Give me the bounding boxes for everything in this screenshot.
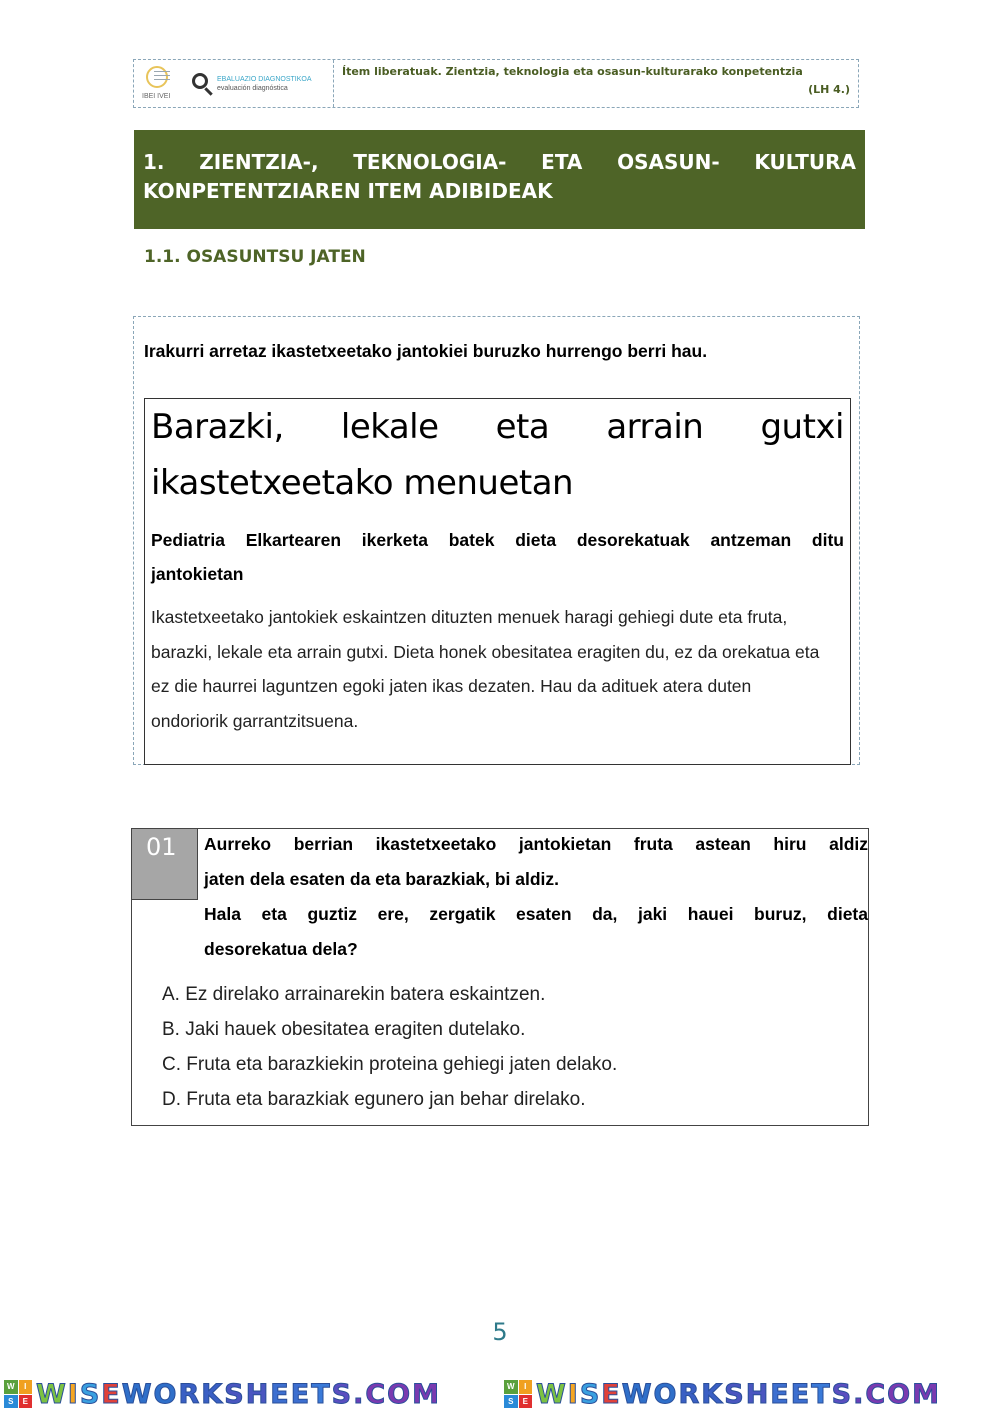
header-logos (134, 60, 334, 107)
ibei-logo-caption: IBEI IVEI (142, 92, 171, 100)
badge-letter: W (504, 1380, 518, 1394)
watermark-letter: C (865, 1378, 888, 1410)
watermark-letter: . (353, 1378, 366, 1410)
question-number: 01 (132, 829, 198, 900)
badge-letter: I (519, 1380, 533, 1394)
header-title: Ítem liberatuak. Zientzia, teknologia eta osasun-kulturarako konpetentzia (342, 65, 803, 78)
watermark-letter: R (178, 1378, 202, 1410)
reading-instruction: Irakurri arretaz ikastetxeetako jantokiei buruzko hurrengo berri hau. (144, 341, 708, 361)
evaluation-logo-line1: EBALUAZIO DIAGNOSTIKOA (217, 75, 312, 83)
watermark-letter: W (36, 1378, 68, 1410)
watermark-letter: H (745, 1378, 771, 1410)
watermark-text (536, 1379, 941, 1410)
magnifier-handle-icon (204, 87, 212, 95)
watermark-letter: W (536, 1378, 568, 1410)
question-stem-line-2: jaten dela esaten da eta barazkiak, bi aldiz. (204, 869, 560, 889)
watermark-letter: S (724, 1378, 746, 1410)
badge-letter: E (19, 1395, 33, 1409)
watermark-letter: O (887, 1378, 913, 1410)
article-body: Ikastetxeetako jantokiek eskaintzen dituzten menuek haragi gehiegi dute eta fruta, barazki, lekale eta arrain gutxi. Dieta honek obesitatea eragiten du, ez da orekatua eta ez die haurrei laguntzen egoki jaten ikas dezaten. Hau da adituek atera duten ondoriorik garrantzitsuena. (151, 607, 820, 731)
question-stem-line-1: Aurreko berrian ikastetxeetako jantokietan fruta astean hiru aldiz (204, 834, 868, 854)
watermark-letter: O (653, 1378, 679, 1410)
article-title-line-2: ikastetxeetako menuetan (151, 463, 574, 503)
watermark-letter: E (770, 1378, 791, 1410)
news-article (144, 398, 851, 765)
article-subtitle-line-1: Pediatria Elkartearen ikerketa batek dieta desorekatuak antzeman ditu (151, 530, 844, 550)
question-box (131, 828, 869, 1126)
badge-letter: S (4, 1395, 18, 1409)
badge-letter: I (19, 1380, 33, 1394)
watermark-badge-icon (504, 1380, 532, 1408)
ibei-logo (142, 64, 176, 104)
question-text (204, 827, 868, 967)
ibei-logo-lines-icon (154, 71, 170, 83)
evaluation-logo-text (217, 75, 312, 93)
answer-options (162, 977, 617, 1117)
watermark-letter: M (412, 1378, 441, 1410)
watermark-letter: T (311, 1378, 332, 1410)
watermark-letter: S (79, 1378, 102, 1410)
watermark-letter: K (701, 1378, 725, 1410)
watermark-letter: E (101, 1378, 122, 1410)
answer-option-c[interactable]: C. Fruta eta barazkiekin proteina gehiegi jaten delako. (162, 1054, 618, 1075)
page-header (133, 59, 859, 108)
header-title-cell (334, 60, 858, 107)
answer-option-d[interactable]: D. Fruta eta barazkiak egunero jan behar direlako. (162, 1089, 586, 1110)
watermark-letter: E (290, 1378, 312, 1410)
badge-letter: S (504, 1395, 518, 1409)
watermark-letter: W (121, 1378, 154, 1410)
question-prompt-line-2: desorekatua dela? (204, 939, 358, 959)
banner-line-2: KONPETENTZIAREN ITEM ADIBIDEAK (143, 179, 553, 203)
badge-letter: W (4, 1380, 18, 1394)
watermark-letter: T (811, 1378, 832, 1410)
watermark-letter: S (331, 1378, 354, 1410)
header-level: (LH 4.) (808, 83, 850, 96)
watermark-letter: K (201, 1378, 225, 1410)
subsection-heading: 1.1. OSASUNTSU JATEN (144, 247, 366, 267)
article-title (151, 399, 844, 511)
watermark-letter: S (831, 1378, 854, 1410)
watermark-letter: E (270, 1378, 291, 1410)
watermark-letter: . (853, 1378, 866, 1410)
answer-option-a[interactable]: A. Ez direlako arrainarekin batera eskaintzen. (162, 984, 546, 1005)
watermark-2 (504, 1378, 941, 1410)
banner-line-1: 1. ZIENTZIA-, TEKNOLOGIA- ETA OSASUN- KULTURA (143, 150, 856, 174)
article-subtitle-line-2: jantokietan (151, 564, 244, 584)
watermark-letter: M (912, 1378, 941, 1410)
article-subtitle (151, 523, 844, 591)
reading-box (133, 316, 860, 765)
magnifier-icon (190, 71, 214, 97)
page-number: 5 (492, 1318, 508, 1346)
watermark-1 (4, 1378, 441, 1410)
evaluation-logo-line2: evaluación diagnóstica (217, 84, 288, 92)
watermark-letter: S (224, 1378, 246, 1410)
watermark-letter: I (567, 1378, 580, 1410)
watermark-letter: W (621, 1378, 654, 1410)
watermark-letter: R (678, 1378, 702, 1410)
watermark-letter: S (579, 1378, 602, 1410)
watermark-letter: E (790, 1378, 812, 1410)
watermark-letter: O (387, 1378, 413, 1410)
watermark-letter: I (67, 1378, 80, 1410)
article-title-line-1: Barazki, lekale eta arrain gutxi (151, 407, 844, 447)
evaluation-logo (190, 64, 333, 104)
watermark-text (36, 1379, 441, 1410)
watermark-badge-icon (4, 1380, 32, 1408)
watermark-letter: E (601, 1378, 622, 1410)
answer-option-b[interactable]: B. Jaki hauek obesitatea eragiten dutelako. (162, 1019, 526, 1040)
watermark-letter: H (245, 1378, 271, 1410)
section-banner (134, 130, 865, 229)
watermark-letter: O (153, 1378, 179, 1410)
badge-letter: E (519, 1395, 533, 1409)
watermark-letter: C (365, 1378, 388, 1410)
question-prompt-line-1: Hala eta guztiz ere, zergatik esaten da, jaki hauei buruz, dieta (204, 904, 868, 924)
